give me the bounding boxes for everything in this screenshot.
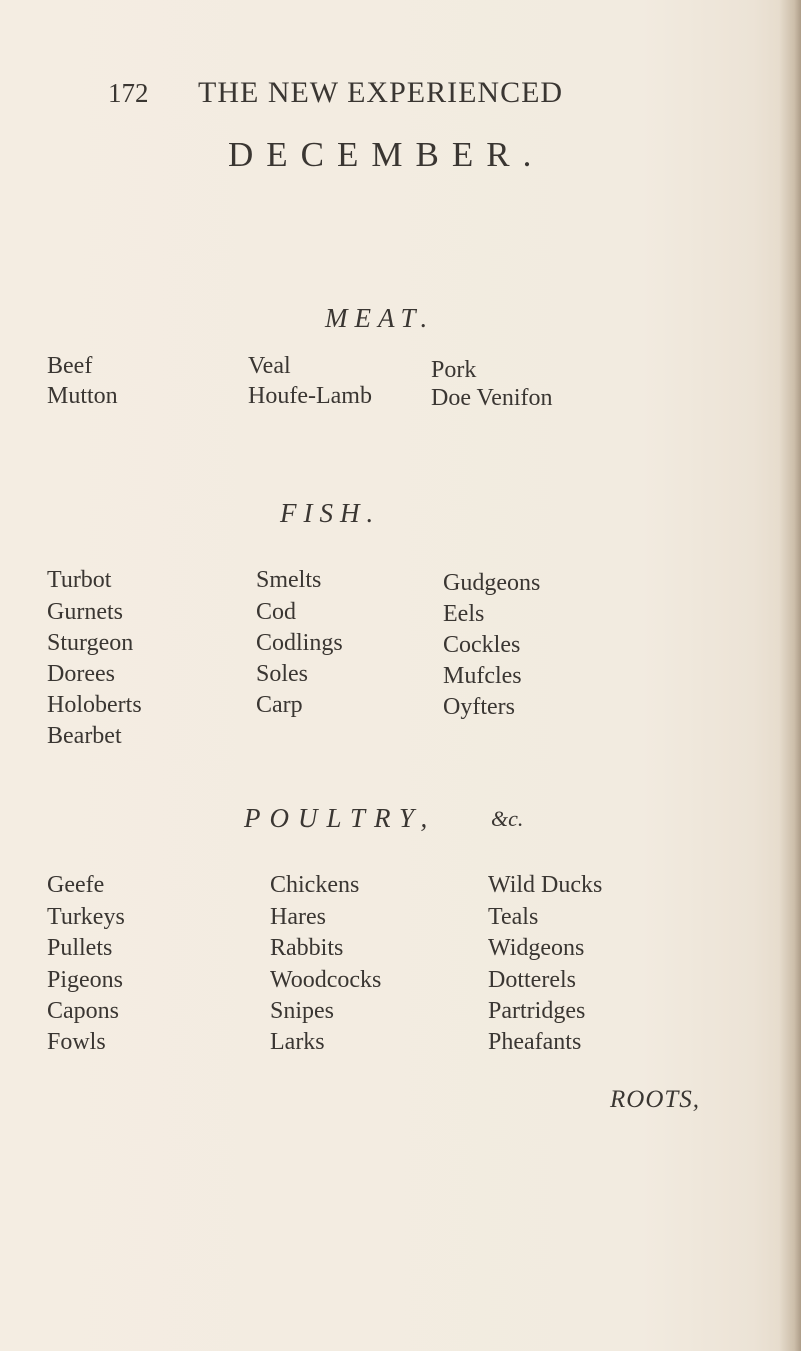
poultry-item: Partridges (488, 998, 586, 1024)
poultry-item: Dotterels (488, 967, 576, 993)
fish-item: Carp (256, 692, 303, 718)
poultry-item: Snipes (270, 998, 335, 1024)
poultry-item: Turkeys (47, 904, 125, 930)
meat-item: Veal (248, 353, 291, 379)
meat-item: Houfe-Lamb (248, 383, 372, 409)
catchword: ROOTS, (610, 1086, 701, 1113)
poultry-item: Geefe (47, 872, 105, 898)
fish-item: Bearbet (47, 723, 122, 749)
fish-item: Mufcles (443, 663, 522, 689)
poultry-item: Woodcocks (270, 967, 382, 993)
poultry-item: Rabbits (270, 935, 344, 961)
month-title: DECEMBER. (228, 135, 545, 174)
poultry-section-title: POULTRY, (244, 803, 437, 833)
fish-item: Smelts (256, 567, 322, 593)
poultry-item: Hares (270, 904, 326, 930)
poultry-item: Fowls (47, 1029, 106, 1055)
fish-item: Turbot (47, 567, 112, 593)
fish-item: Sturgeon (47, 630, 134, 656)
fish-section-title: FISH. (280, 498, 381, 528)
poultry-item: Widgeons (488, 935, 585, 961)
fish-item: Cod (256, 599, 297, 625)
meat-item: Mutton (47, 383, 118, 409)
poultry-item: Teals (488, 904, 539, 930)
fish-item: Gurnets (47, 599, 123, 625)
page-number: 172 (108, 78, 149, 108)
page-edge-shadow (779, 0, 801, 1351)
poultry-item: Chickens (270, 872, 360, 898)
fish-item: Oyfters (443, 694, 515, 720)
fish-item: Holoberts (47, 692, 142, 718)
meat-section-title: MEAT. (325, 303, 435, 333)
poultry-item: Larks (270, 1029, 325, 1055)
fish-item: Eels (443, 601, 485, 627)
poultry-item: Pheafants (488, 1029, 582, 1055)
fish-item: Cockles (443, 632, 521, 658)
poultry-title-suffix: &c. (491, 806, 524, 831)
poultry-item: Wild Ducks (488, 872, 603, 898)
poultry-item: Capons (47, 998, 119, 1024)
fish-item: Soles (256, 661, 309, 687)
poultry-item: Pullets (47, 935, 113, 961)
poultry-item: Pigeons (47, 967, 124, 993)
fish-item: Gudgeons (443, 570, 541, 596)
meat-item: Pork (431, 357, 477, 383)
fish-item: Codlings (256, 630, 343, 656)
meat-item: Doe Venifon (431, 385, 553, 411)
running-head: THE NEW EXPERIENCED (198, 76, 564, 109)
fish-item: Dorees (47, 661, 115, 687)
meat-item: Beef (47, 353, 93, 379)
